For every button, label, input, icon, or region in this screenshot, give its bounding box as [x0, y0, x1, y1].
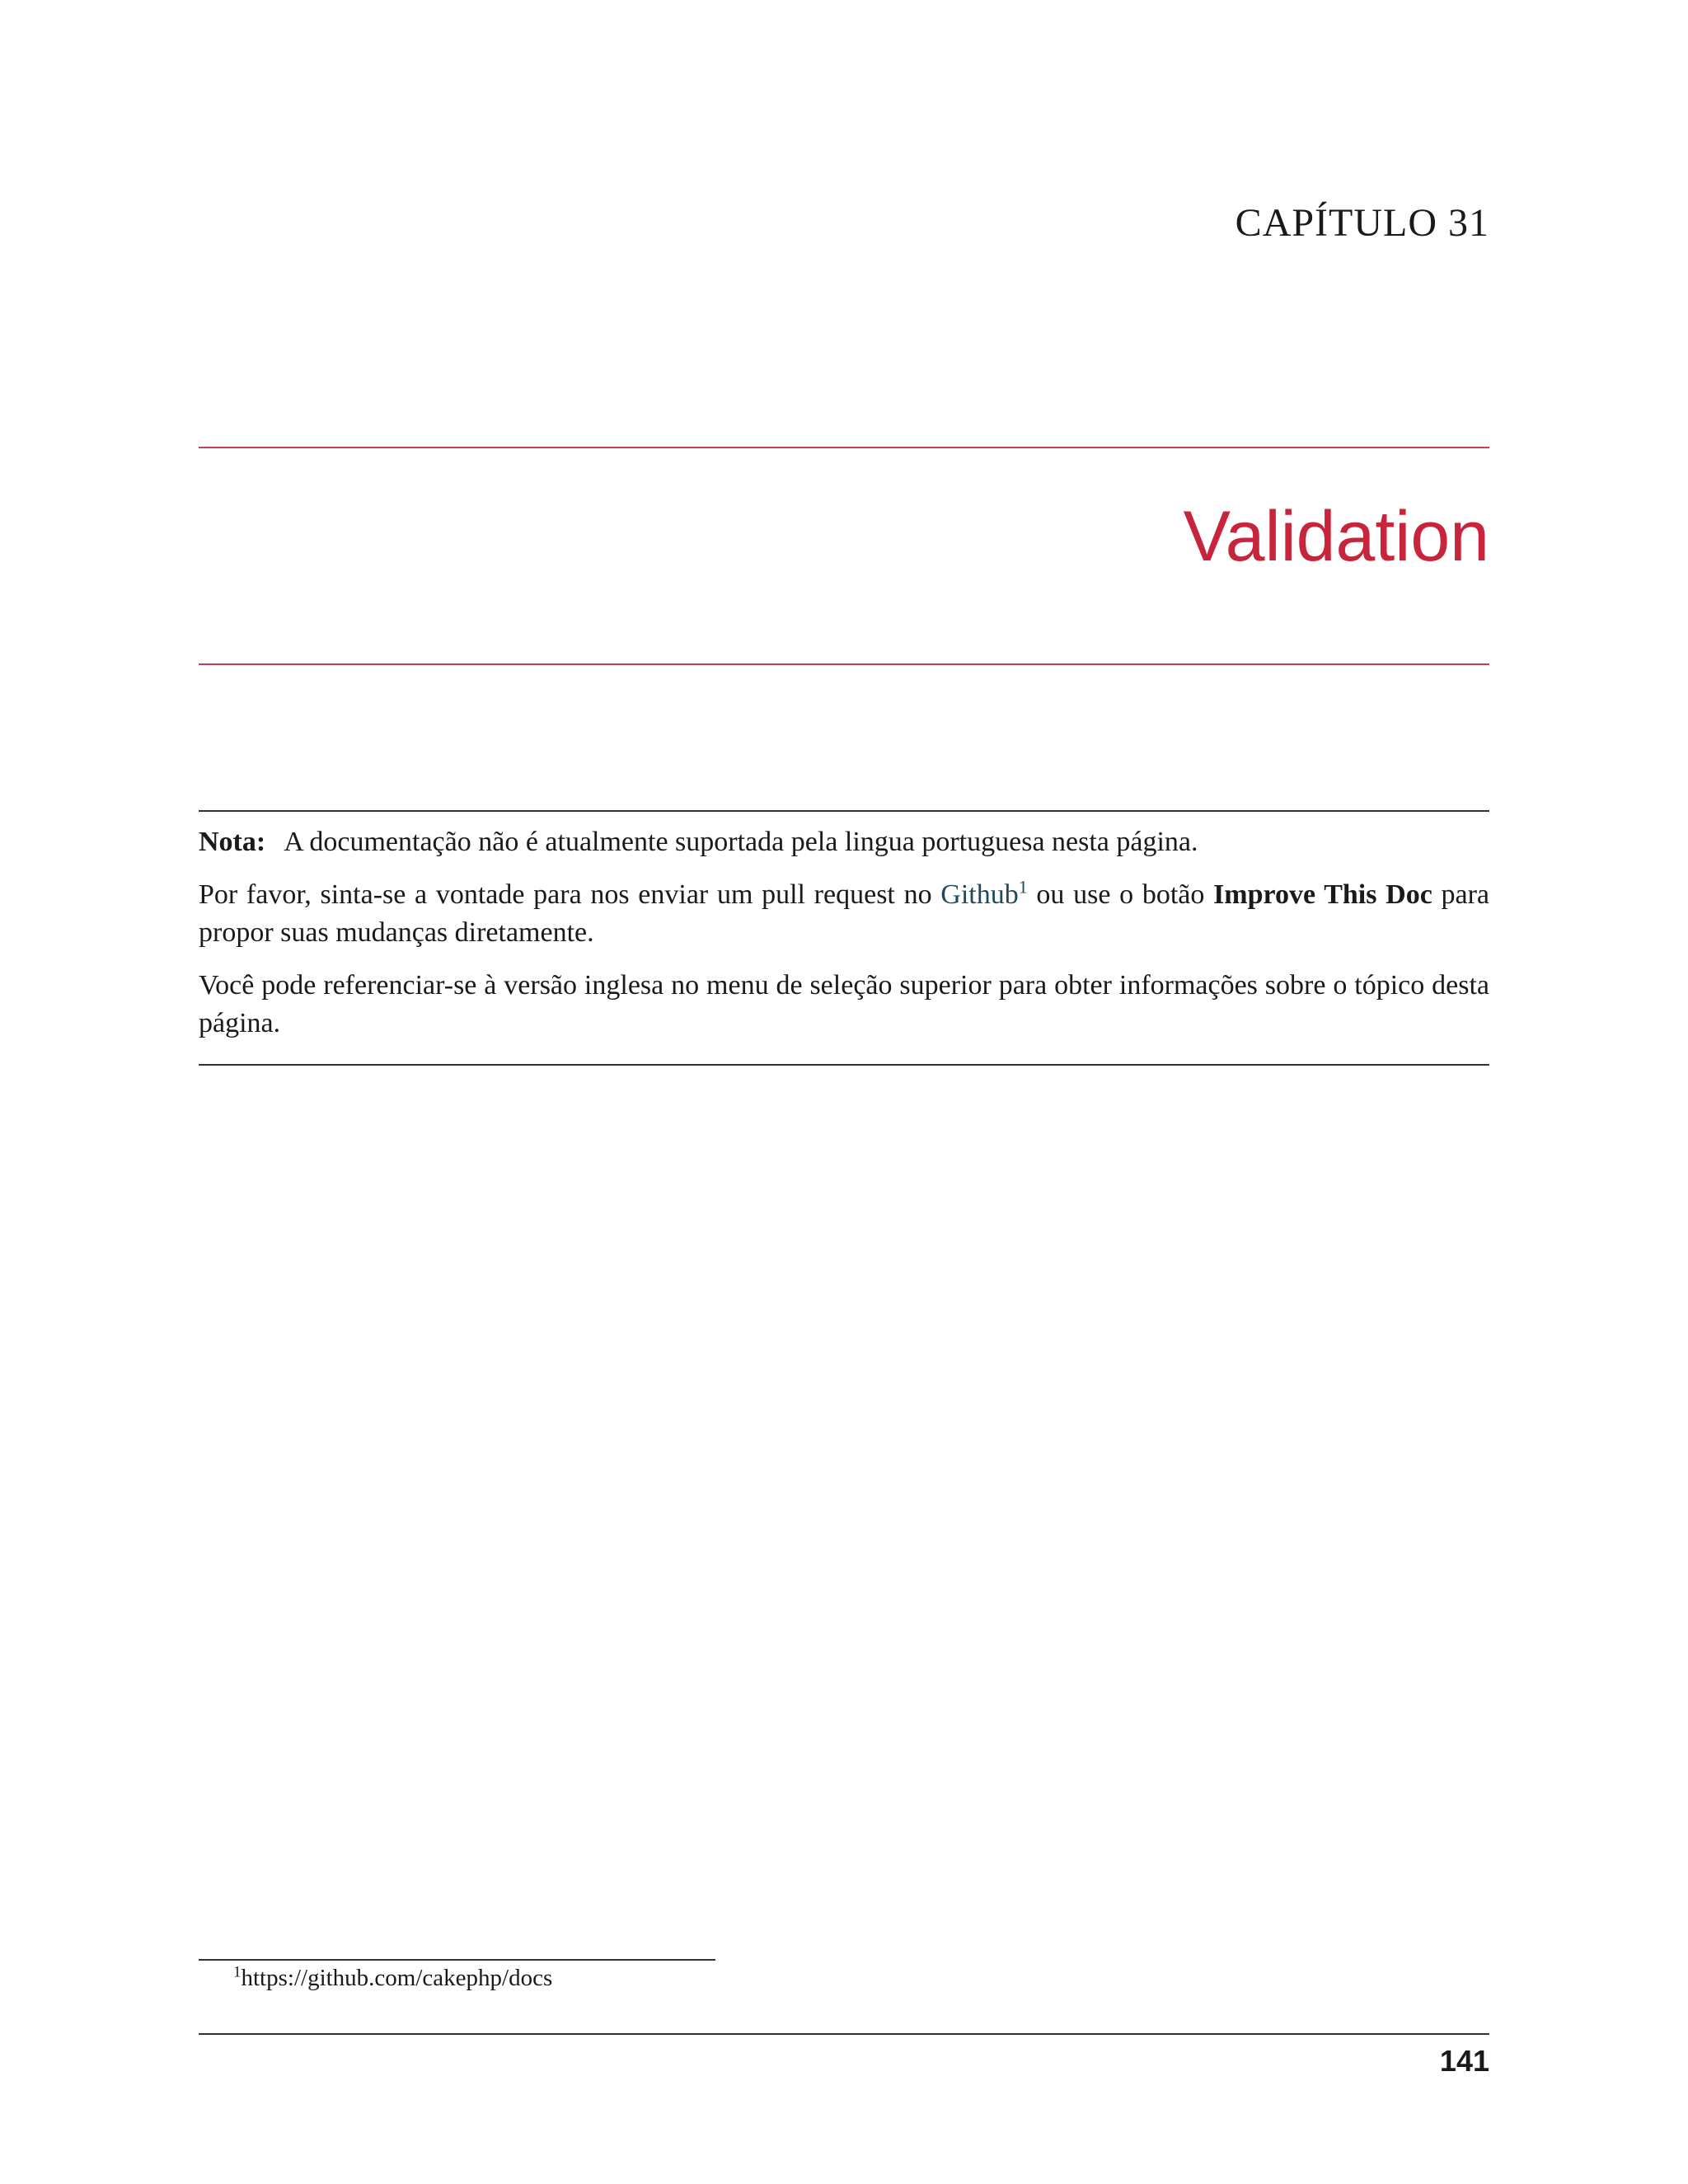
note-box [199, 810, 1489, 1066]
note-label: Nota: [199, 827, 266, 857]
footnote-rule [199, 1959, 715, 1961]
title-top-rule [199, 447, 1489, 448]
footnote-url[interactable]: https://github.com/cakephp/docs [241, 1965, 553, 1991]
improve-this-doc-label: Improve This Doc [1213, 879, 1432, 910]
page-number: 141 [1439, 2044, 1489, 2078]
chapter-title: Validation [1183, 497, 1489, 576]
note-paragraph-3: Você pode referenciar-se à versão inglesa no menu de seleção superior para obter informações sobre o tópico desta página. [199, 970, 1489, 1038]
title-bottom-rule [199, 663, 1489, 665]
note-para2-after-link: ou use o botão [1027, 879, 1214, 910]
note-para2-end: para propor suas mudanças diretamente. [199, 879, 1490, 948]
footnote [233, 1965, 552, 1992]
github-footnote-mark[interactable]: 1 [1018, 876, 1028, 898]
note-para2-before-link: Por favor, sinta-se a vontade para nos enviar um pull request no [199, 879, 941, 910]
note-line1: A documentação não é atualmente suportada pela lingua portuguesa nesta página. [284, 827, 1198, 857]
github-link[interactable]: Github [940, 879, 1019, 910]
chapter-label: CAPÍTULO 31 [1235, 201, 1489, 245]
footnote-mark: 1 [233, 1963, 241, 1981]
footer-rule [199, 2033, 1489, 2035]
note-first-line [199, 823, 1489, 861]
note-paragraph-2 [199, 876, 1489, 952]
